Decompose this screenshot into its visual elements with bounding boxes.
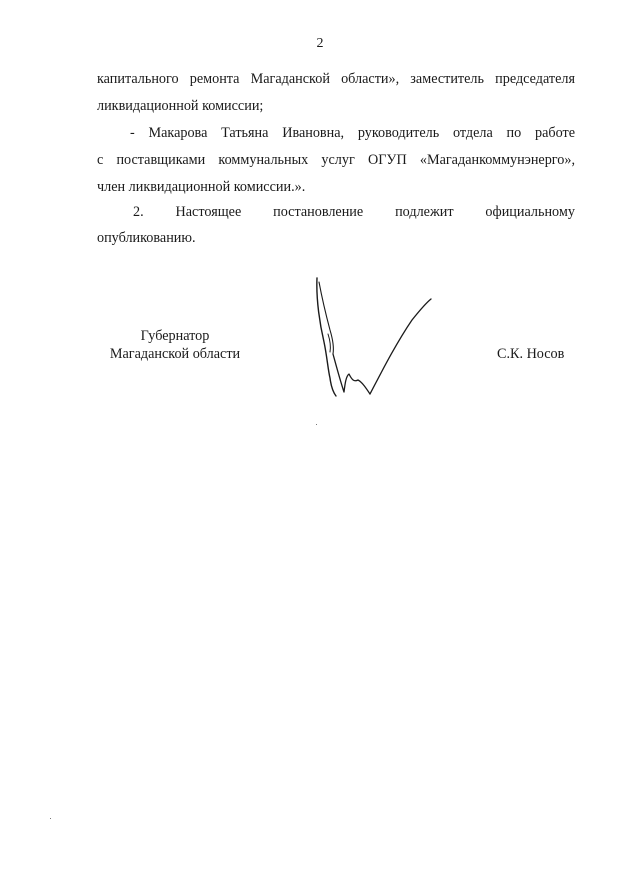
signatory-name: С.К. Носов (497, 346, 565, 362)
clause-word: Настоящее (175, 204, 242, 220)
clause-number: 2. (133, 204, 144, 220)
paragraph-line-5: член ликвидационной комиссии.». (97, 179, 306, 195)
handwritten-signature (300, 270, 450, 405)
clause-word: подлежит (395, 204, 454, 220)
paragraph-line-1: капитального ремонта Магаданской области», заместитель председателя (97, 71, 575, 87)
signatory-position (95, 327, 255, 363)
position-line-2: Магаданской области (109, 346, 241, 362)
paragraph-line-4: с поставщиками коммунальных услуг ОГУП «Магаданкоммунэнерго», (97, 152, 575, 168)
paragraph-line-3: - Макарова Татьяна Ивановна, руководитель отдела по работе (130, 125, 575, 141)
clause-2-line (133, 203, 575, 221)
page-number: 2 (316, 36, 324, 51)
scan-speck (316, 424, 317, 425)
clause-word: постановление (273, 204, 364, 220)
paragraph-line-2: ликвидационной комиссии; (97, 98, 264, 114)
position-line-1: Губернатор (140, 328, 210, 344)
paragraph-line-7: опубликованию. (97, 230, 196, 246)
scan-speck (50, 818, 51, 819)
clause-word: официальному (485, 204, 575, 220)
